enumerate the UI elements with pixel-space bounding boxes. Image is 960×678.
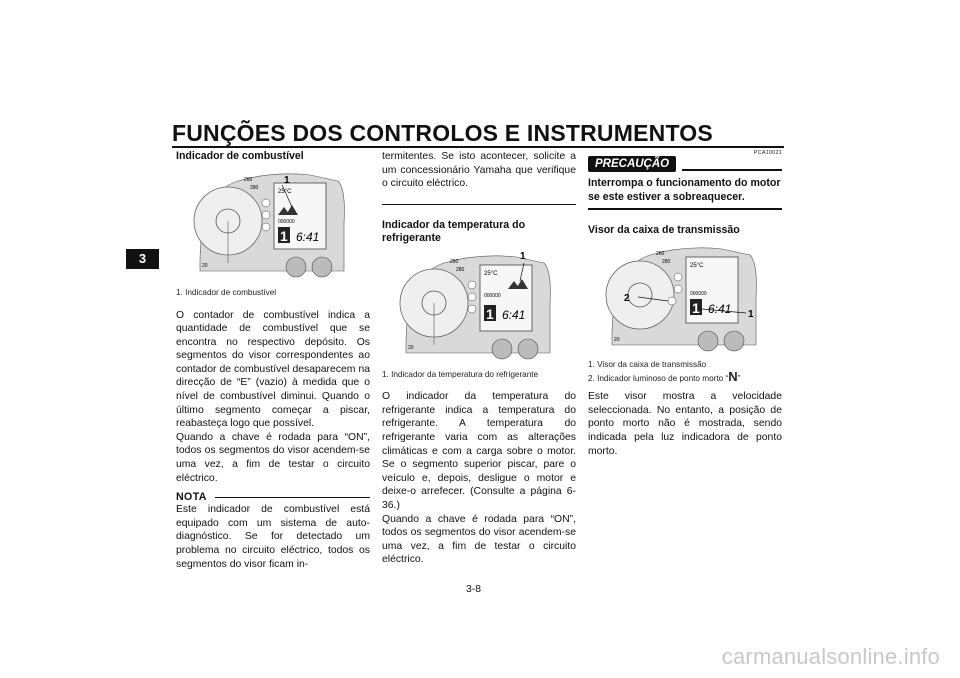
neutral-lamp-icon: [262, 223, 270, 231]
caution-label: PRECAUÇÃO: [588, 156, 676, 172]
temp-readout: 25°C: [484, 270, 498, 277]
paragraph: Quando a chave é rodada para “ON”, todos os segmentos do visor acendem-se uma vez, a fim de testar o circuito eléctrico.: [176, 431, 370, 484]
warning-lamp-icon: [262, 199, 270, 207]
paragraph: O indicador da temperatura do refrigerante indica a temperatura do refrigerante. A temperatura do refrigerante varia com as alterações climáticas e com a carga sobre o motor. Se o segmento superior piscar, pare o veículo e, depois, desligue o motor e deixe-o arrefecer. (Consulte a página 6-36.): [382, 391, 576, 512]
temp-readout: 25°C: [278, 189, 292, 195]
page-title: FUNÇÕES DOS CONTROLOS E INSTRUMENTOS: [172, 120, 713, 146]
odometer-readout: 000000: [278, 219, 295, 225]
clock-readout: 6:41: [502, 307, 526, 322]
paragraph: O contador de combustível indica a quantidade de combustível que se encontra no respectivo depósito. Os segmentos do visor correspondentes ao contador de combustível desaparecem na direcção de “E” (vazio) à medida que o nível de combustível diminui. Quando o último segmento começar a piscar, reabasteça logo que possível.: [176, 309, 370, 430]
paragraph: Este visor mostra a velocidade seleccionada. No entanto, a posição de ponto morto não é mostrada, sendo indicada pela luz indicadora de ponto morto.: [588, 391, 782, 457]
oil-lamp-icon: [262, 211, 270, 219]
column-transmission: [588, 150, 782, 458]
right-button: [312, 257, 332, 277]
dashboard-figure-transmission: [588, 237, 782, 355]
gear-readout: 1: [692, 300, 700, 317]
caution-code: PCA10021: [753, 150, 782, 156]
figure-caption-2: 2. Indicador luminoso de ponto morto “N”: [588, 368, 741, 384]
neutral-lamp-icon: [468, 305, 476, 313]
temp-readout: 25°C: [690, 263, 704, 270]
callout-1: 1: [284, 175, 290, 186]
title-rule: [172, 146, 784, 148]
callout-1: 1: [520, 250, 526, 262]
paragraph: Quando a chave é rodada para “ON”, todos os segmentos do visor acendem-se uma vez, a fim de testar o circuito eléctrico.: [382, 513, 576, 566]
column-fuel-meter: [176, 150, 370, 571]
neutral-n-icon: N: [728, 368, 738, 384]
tick-20: 20: [408, 344, 414, 351]
section-heading-fuel-meter: Indicador de combustível: [176, 150, 304, 162]
chapter-tab: [126, 249, 159, 269]
left-button: [492, 339, 512, 359]
note-header: [176, 491, 370, 503]
tick-280: 280: [662, 259, 671, 266]
caution-header: [588, 156, 782, 172]
odometer-readout: 000000: [690, 291, 707, 298]
tick-20: 20: [614, 337, 620, 344]
dashboard-figure-fuel: [176, 163, 370, 281]
chapter-number: 3: [138, 251, 147, 266]
dashboard-figure-coolant: [382, 245, 576, 363]
tick-280: 280: [250, 185, 259, 191]
left-button: [286, 257, 306, 277]
tick-260: 260: [244, 177, 253, 183]
page-number: 3-8: [466, 584, 482, 595]
tick-260: 260: [656, 251, 665, 258]
tick-260: 260: [450, 258, 459, 265]
gear-readout: 1: [486, 305, 494, 322]
tick-20: 20: [202, 263, 208, 269]
gear-readout: 1: [280, 228, 288, 244]
note-label: NOTA: [176, 491, 207, 504]
neutral-lamp-icon: [668, 297, 676, 305]
callout-1: 1: [748, 309, 754, 321]
right-button: [724, 331, 744, 351]
left-button: [698, 331, 718, 351]
column-coolant-temperature: [382, 150, 576, 567]
figure-caption: 1. Visor da caixa de transmissão: [588, 360, 707, 370]
clock-readout: 6:41: [296, 230, 320, 244]
paragraph: termitentes. Se isto acontecer, solicite a um concessionário Yamaha que verifique o circuito eléctrico.: [382, 151, 576, 190]
oil-lamp-icon: [674, 285, 682, 293]
oil-lamp-icon: [468, 293, 476, 301]
section-heading-transmission: Visor da caixa de transmissão: [588, 224, 740, 237]
caution-text: Interrompa o funcionamento do motor se este estiver a sobreaquecer.: [588, 177, 781, 203]
section-heading-coolant: Indicador da temperatura do refrigerante: [382, 218, 526, 244]
figure-caption: 1. Indicador da temperatura do refrigerante: [382, 369, 539, 379]
figure-caption: 1. Indicador de combustível: [176, 288, 277, 297]
watermark: carmanualsonline.info: [721, 644, 940, 669]
note-text: Este indicador de combustível está equipado com um sistema de auto-diagnóstico. Se for detectado um problema no circuito eléctrico, todos os segmentos do visor ficam in-: [176, 504, 370, 570]
callout-2: 2: [624, 293, 630, 305]
warning-lamp-icon: [674, 273, 682, 281]
odometer-readout: 000000: [484, 292, 501, 299]
warning-lamp-icon: [468, 281, 476, 289]
tick-280: 280: [456, 266, 465, 273]
right-button: [518, 339, 538, 359]
clock-readout: 6:41: [708, 302, 732, 317]
